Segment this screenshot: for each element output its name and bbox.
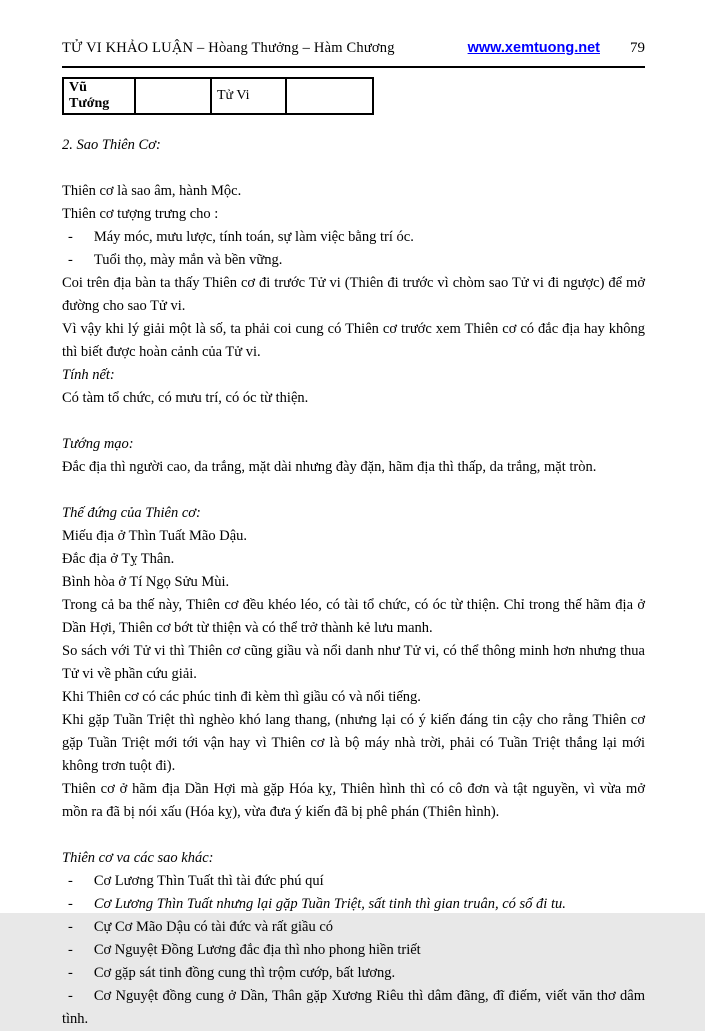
- bullet-dash: -: [68, 896, 73, 912]
- spacer: [62, 479, 645, 502]
- paragraph: Thiên cơ là sao âm, hành Mộc.: [62, 183, 242, 199]
- bullet-item: [62, 916, 645, 939]
- paragraph: Khi Thiên cơ có các phúc tinh đi kèm thì giầu có và nổi tiếng.: [62, 689, 421, 705]
- bullet-text: Tuổi thọ, mày mắn và bền vững.: [93, 252, 283, 268]
- table-cell-empty-2: [286, 78, 373, 114]
- document-body: [62, 134, 645, 1031]
- bullet-text: Cơ Lương Thìn Tuất thì tài đức phú quí: [93, 873, 324, 889]
- bullet-text: Máy móc, mưu lược, tính toán, sự làm việc bằng trí óc.: [93, 229, 414, 245]
- bullet-text: Cơ gặp sát tinh đồng cung thì trộm cướp, bất lương.: [93, 965, 396, 981]
- bullet-dash: -: [68, 919, 73, 935]
- bullet-dash: -: [68, 252, 73, 268]
- book-title: TỬ VI KHẢO LUẬN – Hòang Thưởng – Hàm Chương: [62, 40, 395, 56]
- bullet-dash: -: [68, 229, 73, 245]
- bullet-dash: -: [68, 873, 73, 889]
- website-link[interactable]: www.xemtuong.net: [467, 40, 600, 56]
- paragraph: Khi gặp Tuần Triệt thì nghèo khó lang thang, (nhưng lại có ý kiến đáng tin cậy cho rằng Thiên cơ gặp Tuần Triệt mới tới vận hay vì Thiên cơ là bộ máy nhà trời, phải có Tuần Triệt thắng lại mới không trơn tuột đi).: [62, 712, 645, 774]
- section-heading: Tính nết:: [62, 367, 115, 383]
- paragraph: Coi trên địa bàn ta thấy Thiên cơ đi trước Tử vi (Thiên đi trước vì chòm sao Tử vi đi ngược) để mở đường cho sao Tử vi.: [62, 275, 645, 314]
- spacer: [62, 824, 645, 847]
- paragraph: Vì vậy khi lý giải một là số, ta phải coi cung có Thiên cơ trước xem Thiên cơ có đắc địa hay không thì biết được hoàn cảnh của Tử vi.: [62, 321, 645, 360]
- paragraph: Miếu địa ở Thìn Tuất Mão Dậu.: [62, 528, 248, 544]
- header-divider: [62, 66, 645, 68]
- section-heading: Thế đứng của Thiên cơ:: [62, 505, 201, 521]
- paragraph: Đắc địa thì người cao, da trắng, mặt dài nhưng đày đặn, hãm địa thì thấp, da trắng, mặt tròn.: [62, 459, 597, 475]
- spacer: [62, 410, 645, 433]
- bullet-text: Cơ Nguyệt đồng cung ở Dần, Thân gặp Xương Riêu thì dâm đãng, đĩ điếm, viết văn thơ dâm tình.: [62, 988, 645, 1027]
- paragraph: Có tàm tổ chức, có mưu trí, có óc từ thiện.: [62, 390, 309, 406]
- star-position-table: [62, 77, 374, 115]
- table-cell-vu-tuong: Vũ Tướng: [63, 78, 135, 114]
- bullet-item: [62, 893, 645, 916]
- paragraph: Thiên cơ tượng trưng cho :: [62, 206, 219, 222]
- bullet-dash: -: [68, 965, 73, 981]
- bullet-text: Cự Cơ Mão Dậu có tài đức và rất giầu có: [93, 919, 334, 935]
- bullet-dash: -: [68, 988, 73, 1004]
- paragraph: Trong cả ba thế này, Thiên cơ đều khéo léo, có tài tổ chức, có óc từ thiện. Chỉ trong thế hãm địa ở Dần Hợi, Thiên cơ bớt từ thiện và có thể trở thành kẻ lưu manh.: [62, 597, 645, 636]
- bullet-item: [62, 870, 645, 893]
- section-heading: Thiên cơ va các sao khác:: [62, 850, 214, 866]
- page-number: 79: [630, 40, 645, 56]
- table-cell-empty-1: [135, 78, 211, 114]
- paragraph: So sách với Tử vi thì Thiên cơ cũng giầu và nổi danh như Tử vi, có thể thông minh hơn nhưng thua Tử vi về phần cứu giải.: [62, 643, 645, 682]
- section-heading: 2. Sao Thiên Cơ:: [62, 137, 161, 153]
- table-row: [63, 78, 373, 114]
- table-cell-tu-vi: Tử Vi: [211, 78, 286, 114]
- bullet-item: [62, 985, 645, 1031]
- bullet-dash: -: [68, 942, 73, 958]
- bullet-item: [62, 226, 645, 249]
- paragraph: Bình hòa ở Tí Ngọ Sửu Mùi.: [62, 574, 230, 590]
- bullet-text: Cơ Nguyệt Đồng Lương đắc địa thì nho phong hiền triết: [93, 942, 421, 958]
- bullet-item: [62, 962, 645, 985]
- page-header: [62, 40, 645, 57]
- bullet-text: Cơ Lương Thìn Tuất nhưng lại gặp Tuần Triệt, sất tinh thì gian truân, có số đi tu.: [93, 896, 566, 912]
- bullet-item: [62, 249, 645, 272]
- paragraph: Đắc địa ở Tỵ Thân.: [62, 551, 175, 567]
- paragraph: Thiên cơ ở hãm địa Dần Hợi mà gặp Hóa kỵ, Thiên hình thì có cô đơn và tật nguyền, vì vừa mở mồn ra đã bị nói xấu (Hóa kỵ), vừa đưa ý kiến đã bị phê phán (Thiên hình).: [62, 781, 645, 820]
- section-heading: Tướng mạo:: [62, 436, 134, 452]
- spacer: [62, 157, 645, 180]
- bullet-item: [62, 939, 645, 962]
